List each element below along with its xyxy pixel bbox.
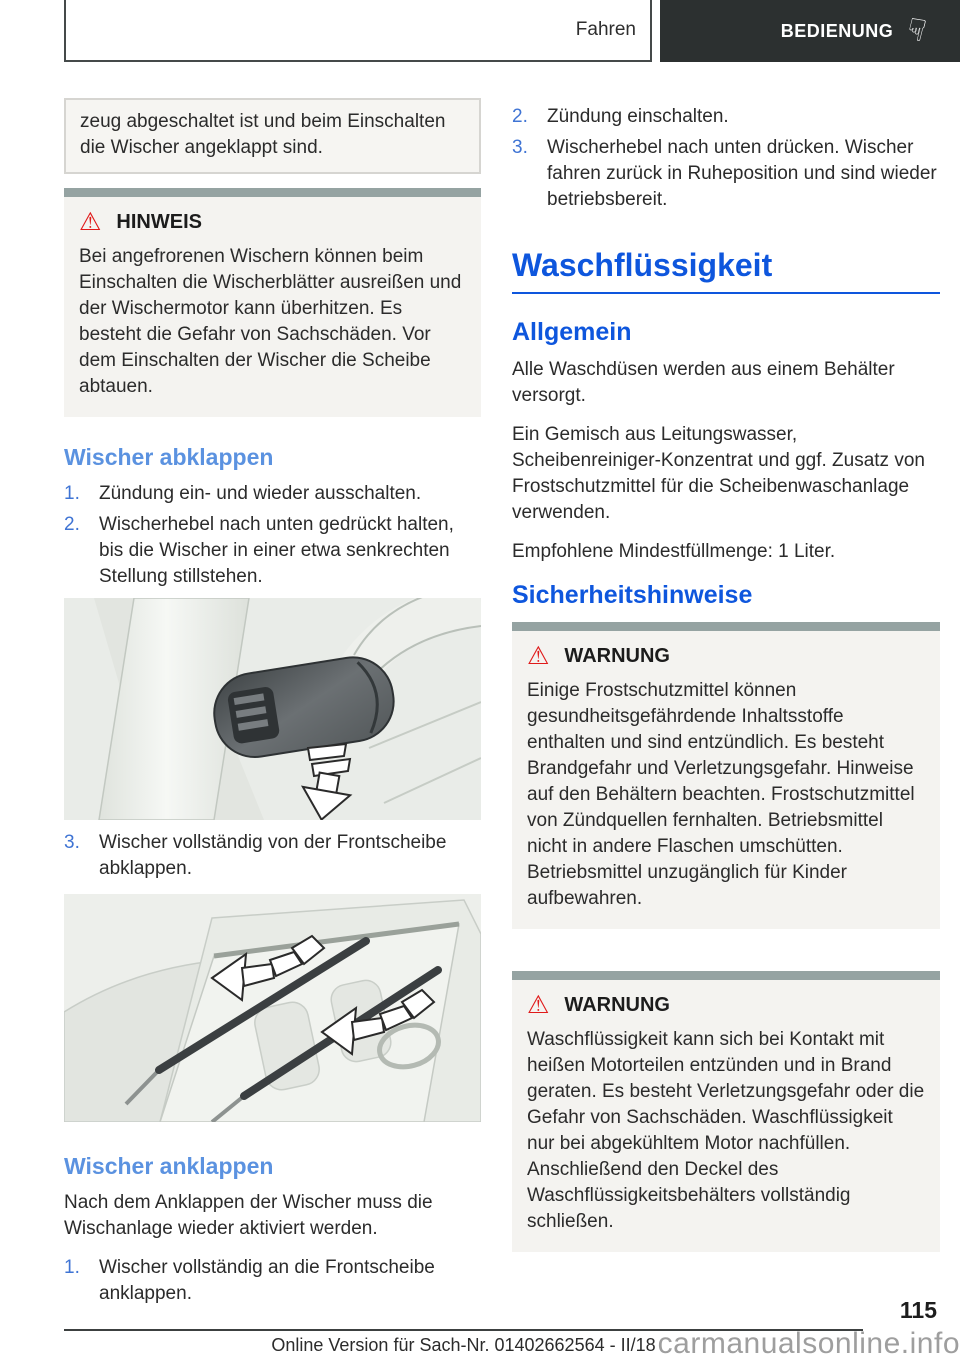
list-item: 3. Wischer vollständig von der Frontscheibe abklappen.: [64, 832, 447, 879]
tab-fahren-label: Fahren: [575, 19, 636, 40]
anklappen-intro: Nach dem Anklappen der Wischer muss die Wischanlage wieder aktiviert werden.: [64, 1192, 433, 1239]
page-number: 115: [899, 1297, 937, 1323]
tab-bedienung-label: BEDIENUNG: [780, 20, 894, 41]
heading-sicherheitshinweise: Sicherheitshinweise: [512, 581, 753, 609]
heading-waschfluessigkeit: Waschflüssigkeit: [512, 247, 940, 294]
hinweis-box: [64, 188, 481, 417]
list-item: 3. Wischerhebel nach unten drücken. Wischer fahren zurück in Ruheposition und sind wieder betriebsbereit.: [512, 137, 937, 210]
notice-top-bar: [512, 622, 940, 631]
heading-allgemein: Allgemein: [512, 318, 632, 346]
warnung-box-2: [512, 971, 940, 1252]
notice-top-bar: [512, 971, 940, 980]
version-text: Online Version für Sach-Nr. 01402662564 - II/18: [271, 1335, 656, 1355]
paragraph: Alle Waschdüsen werden aus einem Behälter versorgt.: [512, 359, 895, 406]
tab-bedienung[interactable]: [660, 0, 960, 62]
list-item: 1. Zündung ein- und wieder ausschalten.: [64, 483, 422, 504]
windshield-wipers-illustration: [64, 894, 481, 1122]
list-item: 2. Wischerhebel nach unten gedrückt halten, bis die Wischer in einer etwa senkrechten Stellung stillstehen.: [64, 514, 454, 587]
list-item: 1. Wischer vollständig an die Frontscheibe anklappen.: [64, 1257, 435, 1304]
warnung-title: WARNUNG: [564, 645, 670, 667]
hinweis-text: Bei angefrorenen Wischern können beim Einschalten die Wischerblätter ausreißen und der Wischermotor kann überhitzen. Es besteht die Gefahr von Sachschäden. Vor dem Einschalten der Wischer die Scheibe abtauen.: [79, 246, 462, 397]
left-column: [64, 98, 481, 1312]
heading-wischer-abklappen: Wischer abklappen: [64, 444, 274, 470]
continued-warning-text: zeug abgeschaltet ist und beim Einschalten die Wischer angeklappt sind.: [80, 111, 446, 158]
paragraph: Ein Gemisch aus Leitungswasser, Scheibenreiniger-Konzentrat und ggf. Zusatz von Frostschutzmittel für die Scheibenwaschanlage verwenden.: [512, 424, 925, 523]
paragraph: Empfohlene Mindestfüllmenge: 1 Liter.: [512, 541, 836, 562]
warning-triangle-icon: ⚠: [527, 642, 550, 670]
hinweis-title: HINWEIS: [116, 211, 202, 233]
continued-warning-box: [64, 98, 481, 174]
notice-top-bar: [64, 188, 481, 197]
warnung-box-1: [512, 622, 940, 929]
pointing-hand-icon: ☟: [903, 12, 930, 49]
warnung-text: Einige Frostschutzmittel können gesundheitsgefährdende Inhaltsstoffe enthalten und sind entzündlich. Es besteht Brandgefahr und Verletzungsgefahr. Hinweise auf den Behältern beachten. Frostschutzmittel von Zündquellen fernhalten. Betriebsmittel nicht in andere Flaschen umschütten. Betriebsmittel unzugänglich für Kinder aufbewahren.: [527, 680, 915, 909]
warnung-title: WARNUNG: [564, 994, 670, 1016]
right-column: [512, 104, 940, 1252]
warnung-text: Waschflüssigkeit kann sich bei Kontakt mit heißen Motorteilen entzünden und in Brand geraten. Es besteht Verletzungsgefahr oder die Gefahr von Sachschäden. Waschflüssigkeit nur bei abgekühltem Motor nachfüllen. Anschließend den Deckel des Waschflüssigkeitsbehälters vollständig schließen.: [527, 1029, 925, 1232]
heading-wischer-anklappen: Wischer anklappen: [64, 1153, 274, 1179]
warning-triangle-icon: ⚠: [79, 208, 102, 236]
wiper-stalk-illustration: [64, 598, 481, 820]
list-item: 2. Zündung einschalten.: [512, 106, 729, 127]
tab-fahren[interactable]: [64, 0, 652, 62]
warning-triangle-icon: ⚠: [527, 991, 550, 1019]
watermark-link[interactable]: carmanualsonline.info: [657, 1327, 960, 1360]
